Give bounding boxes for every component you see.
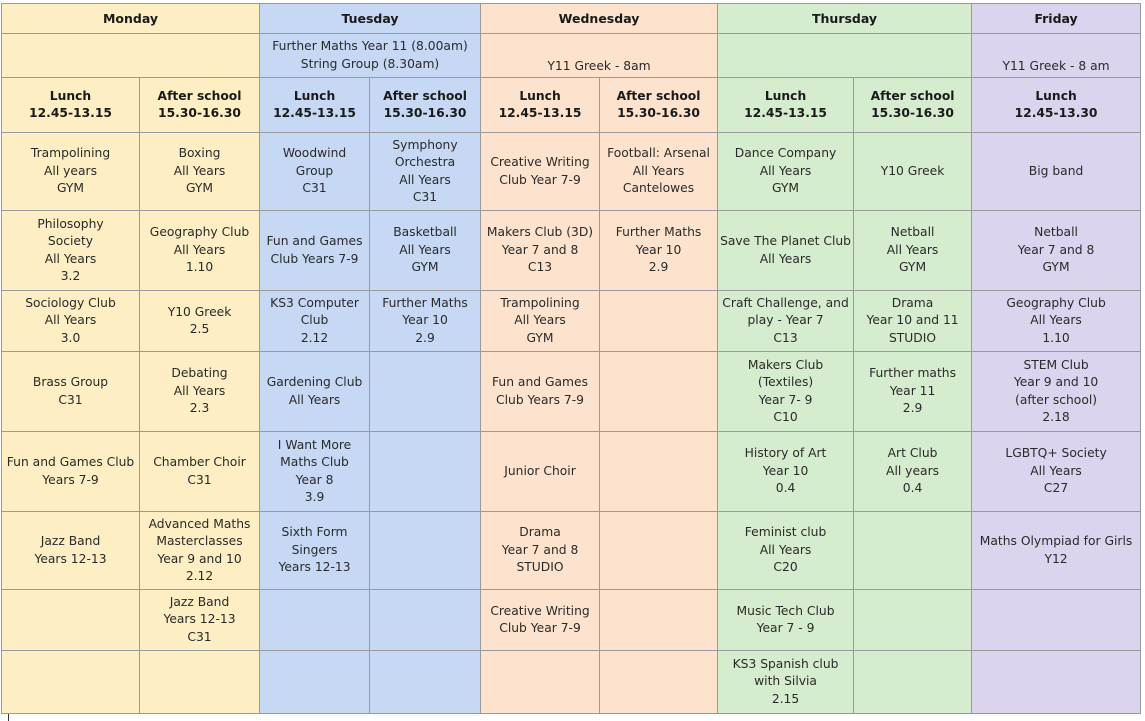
activity-text: History of Art Year 10 0.4	[744, 446, 827, 496]
header-text: After school 15.30-16.30	[870, 88, 955, 120]
activity-text: Drama Year 10 and 11 STUDIO	[866, 295, 959, 345]
header-tuesday-lunch	[260, 78, 370, 133]
activity-cell-monday-lunch	[2, 432, 140, 512]
activity-cell-wednesday-after	[600, 211, 718, 291]
activity-text: Art Club All years 0.4	[886, 446, 940, 496]
activity-text: Woodwind Group C31	[282, 146, 347, 196]
activity-cell-friday-lunch	[972, 432, 1141, 512]
header-wednesday-lunch	[481, 78, 600, 133]
morning-wednesday	[481, 34, 718, 78]
activity-cell-thursday-lunch	[718, 291, 854, 352]
clubs-timetable	[1, 3, 1141, 714]
activity-text: Dance Company All Years GYM	[734, 146, 837, 196]
morning-row	[2, 34, 1141, 78]
activity-text: Football: Arsenal All Years Cantelowes	[607, 146, 710, 196]
header-thursday-after	[854, 78, 972, 133]
activity-row	[2, 211, 1141, 291]
activity-cell-thursday-after	[854, 291, 972, 352]
header-text: Lunch 12.45-13.15	[744, 88, 827, 120]
morning-monday	[2, 34, 260, 78]
activity-cell-friday-lunch	[972, 291, 1141, 352]
activity-text: Creative Writing Club Year 7-9	[490, 603, 590, 635]
activity-cell-tuesday-lunch	[260, 590, 370, 651]
header-text: After school 15.30-16.30	[383, 88, 467, 120]
activity-text: LGBTQ+ Society All Years C27	[1005, 446, 1107, 496]
activity-text: KS3 Computer Club 2.12	[270, 295, 359, 345]
activity-cell-thursday-after	[854, 512, 972, 590]
day-thursday: Thursday	[718, 4, 972, 34]
activity-cell-monday-lunch	[2, 133, 140, 211]
activity-cell-monday-lunch	[2, 651, 140, 714]
activity-cell-tuesday-after	[370, 651, 481, 714]
activity-cell-friday-lunch	[972, 512, 1141, 590]
activity-cell-tuesday-lunch	[260, 352, 370, 432]
activity-cell-thursday-lunch	[718, 352, 854, 432]
activity-text: Jazz Band Years 12-13	[34, 534, 107, 566]
header-text: Lunch 12.45-13.15	[498, 88, 582, 120]
activity-cell-thursday-after	[854, 590, 972, 651]
activity-text: Y10 Greek 2.5	[167, 304, 232, 336]
activity-cell-wednesday-after	[600, 352, 718, 432]
activity-text: KS3 Spanish club with Silvia 2.15	[732, 656, 839, 706]
header-thursday-lunch	[718, 78, 854, 133]
header-text: After school 15.30-16.30	[616, 88, 701, 120]
activity-text: Netball All Years GYM	[886, 225, 939, 275]
activity-cell-tuesday-after	[370, 352, 481, 432]
header-text: Lunch 12.45-13.30	[1014, 88, 1098, 120]
activity-row	[2, 133, 1141, 211]
activity-cell-monday-after	[140, 512, 260, 590]
activity-cell-wednesday-after	[600, 133, 718, 211]
activity-text: Fun and Games Club Years 7-9	[266, 234, 363, 266]
activity-cell-thursday-lunch	[718, 512, 854, 590]
activity-cell-tuesday-after	[370, 133, 481, 211]
activity-cell-monday-after	[140, 291, 260, 352]
activity-text: Makers Club (3D) Year 7 and 8 C13	[486, 225, 594, 275]
activity-cell-wednesday-after	[600, 291, 718, 352]
activity-cell-wednesday-after	[600, 590, 718, 651]
header-text: Lunch 12.45-13.15	[29, 88, 112, 120]
header-friday-lunch	[972, 78, 1141, 133]
activity-text: Netball Year 7 and 8 GYM	[1017, 225, 1095, 275]
day-tuesday: Tuesday	[260, 4, 481, 34]
activity-row	[2, 651, 1141, 714]
morning-thursday	[718, 34, 972, 78]
activity-cell-thursday-after	[854, 432, 972, 512]
activity-text: Junior Choir	[504, 463, 576, 478]
activity-cell-monday-lunch	[2, 352, 140, 432]
activity-cell-thursday-after	[854, 133, 972, 211]
header-monday-after	[140, 78, 260, 133]
activity-cell-friday-lunch	[972, 211, 1141, 291]
activity-cell-monday-after	[140, 590, 260, 651]
activity-cell-wednesday-after	[600, 432, 718, 512]
activity-text: Trampolining All years GYM	[30, 146, 111, 196]
activity-cell-tuesday-after	[370, 512, 481, 590]
activity-text: I Want More Maths Club Year 8 3.9	[277, 437, 352, 504]
activity-cell-monday-lunch	[2, 512, 140, 590]
activity-cell-tuesday-lunch	[260, 133, 370, 211]
activity-text: Further Maths Year 10 2.9	[615, 225, 702, 275]
header-text: After school 15.30-16.30	[157, 88, 242, 120]
activity-text: Makers Club (Textiles) Year 7- 9 C10	[747, 357, 824, 424]
activity-text: Debating All Years 2.3	[171, 366, 228, 416]
session-header-row	[2, 78, 1141, 133]
activity-cell-tuesday-after	[370, 590, 481, 651]
morning-friday	[972, 34, 1141, 78]
activity-text: Boxing All Years GYM	[173, 146, 226, 196]
activity-text: Chamber Choir C31	[153, 455, 246, 487]
activity-row	[2, 291, 1141, 352]
activity-cell-monday-lunch	[2, 590, 140, 651]
activity-text: Further Maths Year 10 2.9	[382, 295, 468, 345]
activity-text: Gardening Club All Years	[266, 375, 363, 407]
activity-text: Sixth Form Singers Years 12-13	[278, 525, 351, 575]
header-tuesday-after	[370, 78, 481, 133]
activity-cell-monday-after	[140, 133, 260, 211]
activity-cell-tuesday-lunch	[260, 432, 370, 512]
activity-cell-thursday-lunch	[718, 651, 854, 714]
activity-text: Maths Olympiad for Girls Y12	[979, 534, 1133, 566]
activity-cell-tuesday-lunch	[260, 651, 370, 714]
text-cursor	[8, 714, 9, 721]
day-wednesday: Wednesday	[481, 4, 718, 34]
activity-text: Music Tech Club Year 7 - 9	[736, 603, 835, 635]
activity-row	[2, 590, 1141, 651]
activity-cell-wednesday-lunch	[481, 590, 600, 651]
activity-cell-thursday-after	[854, 352, 972, 432]
activity-row	[2, 512, 1141, 590]
activity-cell-monday-lunch	[2, 291, 140, 352]
morning-friday-text: Y11 Greek - 8 am	[1002, 58, 1110, 73]
activity-text: Fun and Games Club Years 7-9	[6, 455, 135, 487]
activity-cell-tuesday-after	[370, 211, 481, 291]
morning-wednesday-text: Y11 Greek - 8am	[547, 58, 651, 73]
activity-cell-wednesday-lunch	[481, 512, 600, 590]
activity-cell-monday-after	[140, 432, 260, 512]
header-monday-lunch	[2, 78, 140, 133]
activity-text: Big band	[1028, 163, 1084, 178]
activity-text: Save The Planet Club All Years	[720, 234, 851, 266]
activity-cell-wednesday-lunch	[481, 352, 600, 432]
header-wednesday-after	[600, 78, 718, 133]
day-header-row	[2, 4, 1141, 34]
activity-text: Fun and Games Club Years 7-9	[492, 375, 588, 407]
activity-cell-thursday-lunch	[718, 211, 854, 291]
morning-tuesday	[260, 34, 481, 78]
activity-text: Philosophy Society All Years 3.2	[37, 216, 104, 283]
activity-cell-thursday-after	[854, 651, 972, 714]
activity-cell-wednesday-after	[600, 651, 718, 714]
activity-cell-wednesday-after	[600, 512, 718, 590]
activity-text: Further maths Year 11 2.9	[869, 366, 956, 416]
activity-cell-friday-lunch	[972, 590, 1141, 651]
activity-cell-thursday-lunch	[718, 133, 854, 211]
activity-text: STEM Club Year 9 and 10 (after school) 2.18	[1013, 357, 1099, 424]
activity-cell-tuesday-lunch	[260, 291, 370, 352]
activity-row	[2, 432, 1141, 512]
activity-cell-thursday-lunch	[718, 432, 854, 512]
activity-text: Advanced Maths Masterclasses Year 9 and 10 2.12	[148, 516, 251, 583]
activity-text: Brass Group C31	[32, 375, 109, 407]
activity-cell-wednesday-lunch	[481, 133, 600, 211]
activity-cell-monday-after	[140, 352, 260, 432]
morning-tuesday-text: Further Maths Year 11 (8.00am) String Group (8.30am)	[272, 39, 468, 71]
activity-text: Geography Club All Years 1.10	[1006, 295, 1106, 345]
activity-text: Creative Writing Club Year 7-9	[490, 155, 590, 187]
activity-cell-monday-after	[140, 211, 260, 291]
activity-cell-tuesday-after	[370, 291, 481, 352]
activity-cell-wednesday-lunch	[481, 651, 600, 714]
header-text: Lunch 12.45-13.15	[273, 88, 356, 120]
day-friday: Friday	[972, 4, 1141, 34]
activity-row	[2, 352, 1141, 432]
activity-cell-thursday-lunch	[718, 590, 854, 651]
activity-text: Geography Club All Years 1.10	[149, 225, 250, 275]
activity-cell-tuesday-after	[370, 432, 481, 512]
activity-text: Sociology Club All Years 3.0	[25, 295, 116, 345]
activity-cell-friday-lunch	[972, 352, 1141, 432]
activity-cell-thursday-after	[854, 211, 972, 291]
activity-cell-monday-after	[140, 651, 260, 714]
activity-cell-friday-lunch	[972, 133, 1141, 211]
activity-cell-monday-lunch	[2, 211, 140, 291]
activity-text: Craft Challenge, and play - Year 7 C13	[722, 295, 849, 345]
activity-text: Basketball All Years GYM	[393, 225, 457, 275]
activity-text: Jazz Band Years 12-13 C31	[163, 594, 236, 644]
activity-cell-tuesday-lunch	[260, 211, 370, 291]
activity-text: Trampolining All Years GYM	[500, 295, 580, 345]
activity-text: Feminist club All Years C20	[744, 525, 827, 575]
activity-cell-wednesday-lunch	[481, 291, 600, 352]
activity-text: Drama Year 7 and 8 STUDIO	[501, 525, 579, 575]
activity-cell-wednesday-lunch	[481, 432, 600, 512]
activity-cell-wednesday-lunch	[481, 211, 600, 291]
activity-cell-tuesday-lunch	[260, 512, 370, 590]
activity-cell-friday-lunch	[972, 651, 1141, 714]
activity-text: Y10 Greek	[880, 163, 945, 178]
day-monday: Monday	[2, 4, 260, 34]
activity-text: Symphony Orchestra All Years C31	[392, 137, 458, 204]
